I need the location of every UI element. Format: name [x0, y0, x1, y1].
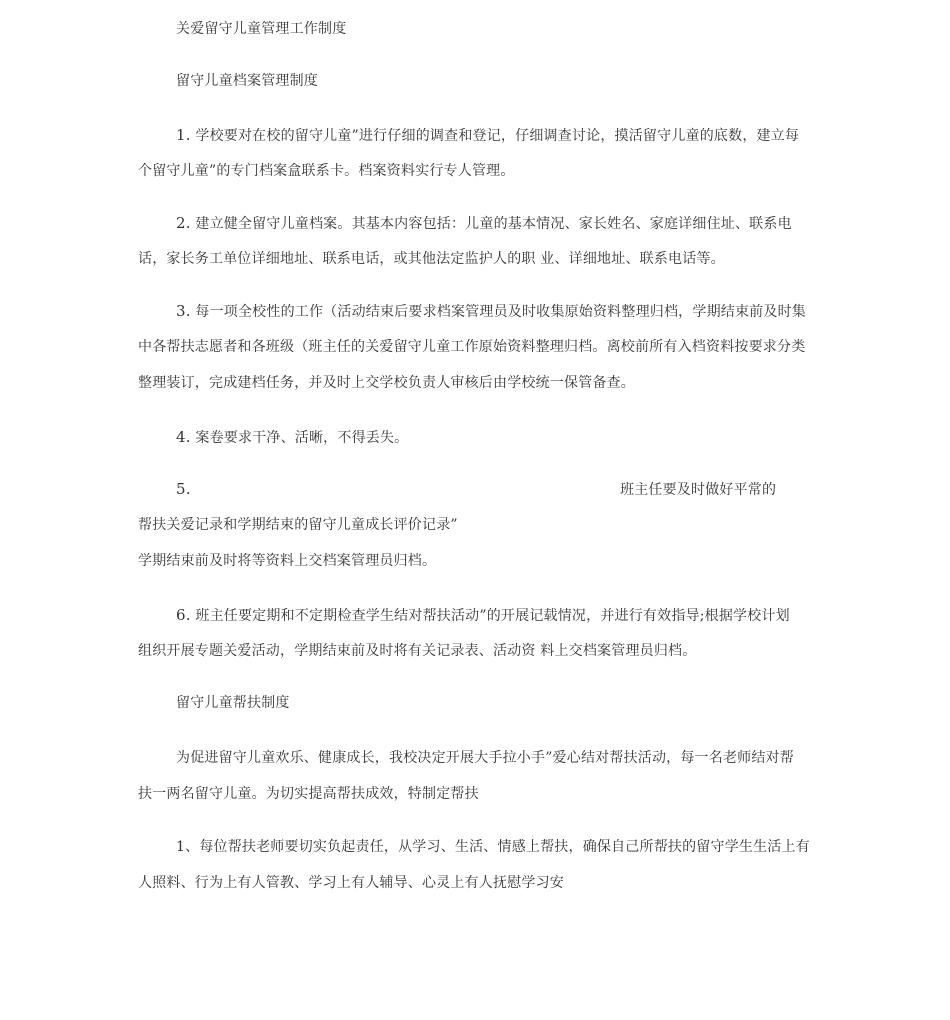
archive-item-6-line-1 — [176, 606, 790, 625]
item-number: 6. — [176, 606, 191, 624]
archive-item-6-line-2: 组织开展专题关爱活动，学期结束前及时将有关记录表、活动资 料上交档案管理员归档。 — [138, 643, 697, 659]
item-number: 1. — [176, 126, 191, 144]
document-title: 关爱留守儿童管理工作制度 — [176, 21, 347, 37]
archive-item-3-line-2: 中各帮扶志愿者和各班级（班主任的关爱留守儿童工作原始资料整理归档。离校前所有入档资料按要求分类 — [138, 339, 806, 355]
item-text: 学校要对在校的留守儿童”进行仔细的调查和登记，仔细调查讨论，摸活留守儿童的底数，建立每 — [195, 128, 800, 144]
item-number: 1、 — [176, 839, 200, 855]
item-number: 2. — [176, 214, 191, 232]
item-number: 3. — [176, 302, 191, 320]
archive-item-5-line-3: 学期结束前及时将等资料上交档案管理员归档。 — [138, 553, 437, 569]
archive-item-5-number: 5. — [176, 480, 191, 498]
archive-item-5-line-1: 班主任要及时做好平常的 — [620, 482, 777, 498]
section-heading-archive: 留守儿童档案管理制度 — [176, 73, 318, 89]
item-text: 每一项全校性的工作（活动结束后要求档案管理员及时收集原始资料整理归档，学期结束前及时集 — [195, 304, 806, 320]
item-text: 每位帮扶老师要切实负起责任，从学习、生活、情感上帮扶，确保自己所帮扶的留守学生生活上有 — [199, 839, 810, 855]
item-text: 班主任要定期和不定期检查学生结对帮扶活动”的开展记载情况，并进行有效指导;根据学校计划 — [195, 608, 790, 624]
archive-item-3-line-3: 整理装订，完成建档任务，并及时上交学校负责人审核后由学校统一保管备查。 — [138, 375, 635, 391]
archive-item-2-line-1 — [176, 214, 792, 233]
item-text: 建立健全留守儿童档案。其基本内容包括：儿童的基本情况、家长姓名、家庭详细住址、联系电 — [195, 216, 792, 232]
support-item-1-line-2: 人照料、行为上有人管教、学习上有人辅导、心灵上有人抚慰学习安 — [138, 875, 564, 891]
archive-item-1-line-2: 个留守儿童”的专门档案盒联系卡。档案资料实行专人管理。 — [138, 163, 515, 179]
support-item-1-line-1 — [176, 838, 810, 856]
section-heading-support: 留守儿童帮扶制度 — [176, 695, 290, 711]
support-intro-line-1: 为促进留守儿童欢乐、健康成长，我校决定开展大手拉小手”爱心结对帮扶活动，每一名老师结对帮 — [176, 750, 794, 766]
support-intro-line-2: 扶一两名留守儿童。为切实提高帮扶成效，特制定帮扶 — [138, 786, 479, 802]
archive-item-2-line-2: 话，家长务工单位详细地址、联系电话，或其他法定监护人的职 业、详细地址、联系电话等。 — [138, 251, 725, 267]
item-text: 案卷要求干净、活晰，不得丢失。 — [195, 430, 409, 446]
archive-item-1-line-1 — [176, 126, 799, 145]
item-number: 4. — [176, 428, 191, 446]
archive-item-3-line-1 — [176, 302, 806, 321]
archive-item-4-line-1 — [176, 428, 408, 447]
archive-item-5-line-2: 帮扶关爱记录和学期结束的留守儿童成长评价记录” — [138, 517, 458, 533]
